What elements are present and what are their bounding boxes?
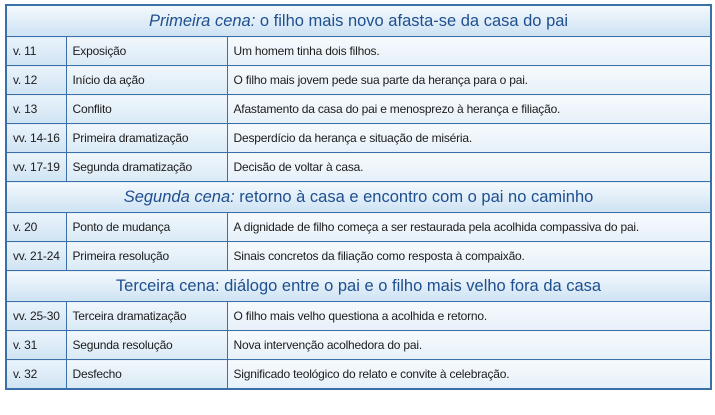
scene-label: Segunda cena: [123,187,235,206]
scene-header [6,182,711,213]
scene-header-row [6,5,711,37]
scene-header [6,5,711,37]
verse-ref-cell: vv. 21-24 [6,242,66,271]
section-cell: Primeira dramatização [66,124,227,153]
description-cell: O filho mais velho questiona a acolhida e retorno. [227,302,711,331]
section-cell: Segunda resolução [66,331,227,360]
description-cell: Decisão de voltar à casa. [227,153,711,182]
scene-title: retorno à casa e encontro com o pai no caminho [239,187,594,206]
verse-ref-cell: v. 20 [6,213,66,242]
verse-ref-cell: v. 32 [6,360,66,390]
table-row [6,331,711,360]
description-cell: Sinais concretos da filiação como resposta à compaixão. [227,242,711,271]
section-cell: Segunda dramatização [66,153,227,182]
table-row [6,124,711,153]
scene-header-row [6,271,711,302]
description-cell: Nova intervenção acolhedora do pai. [227,331,711,360]
section-cell: Conflito [66,95,227,124]
scene-label: Primeira cena: [148,11,256,30]
description-cell: Significado teológico do relato e convite à celebração. [227,360,711,390]
verse-ref-cell: v. 11 [6,37,66,66]
description-cell: Afastamento da casa do pai e menosprezo à herança e filiação. [227,95,711,124]
verse-ref-cell: v. 31 [6,331,66,360]
scene-header [6,271,711,302]
table-body [6,5,711,389]
section-cell: Exposição [66,37,227,66]
description-cell: Um homem tinha dois filhos. [227,37,711,66]
table-row [6,153,711,182]
section-cell: Ponto de mudança [66,213,227,242]
table-row [6,95,711,124]
section-cell: Início da ação [66,66,227,95]
section-cell: Primeira resolução [66,242,227,271]
description-cell: O filho mais jovem pede sua parte da herança para o pai. [227,66,711,95]
section-cell: Terceira dramatização [66,302,227,331]
table-row [6,37,711,66]
verse-ref-cell: vv. 25-30 [6,302,66,331]
scenes-table [5,4,712,390]
description-cell: Desperdício da herança e situação de miséria. [227,124,711,153]
scene-title: Terceira cena: diálogo entre o pai e o filho mais velho fora da casa [115,276,602,295]
table-row [6,66,711,95]
section-cell: Desfecho [66,360,227,390]
table-row [6,213,711,242]
verse-ref-cell: vv. 17-19 [6,153,66,182]
table-row [6,302,711,331]
verse-ref-cell: vv. 14-16 [6,124,66,153]
scene-title: o filho mais novo afasta-se da casa do pai [259,11,569,30]
verse-ref-cell: v. 12 [6,66,66,95]
table-row [6,242,711,271]
verse-ref-cell: v. 13 [6,95,66,124]
scene-header-row [6,182,711,213]
description-cell: A dignidade de filho começa a ser restaurada pela acolhida compassiva do pai. [227,213,711,242]
table-row [6,360,711,390]
